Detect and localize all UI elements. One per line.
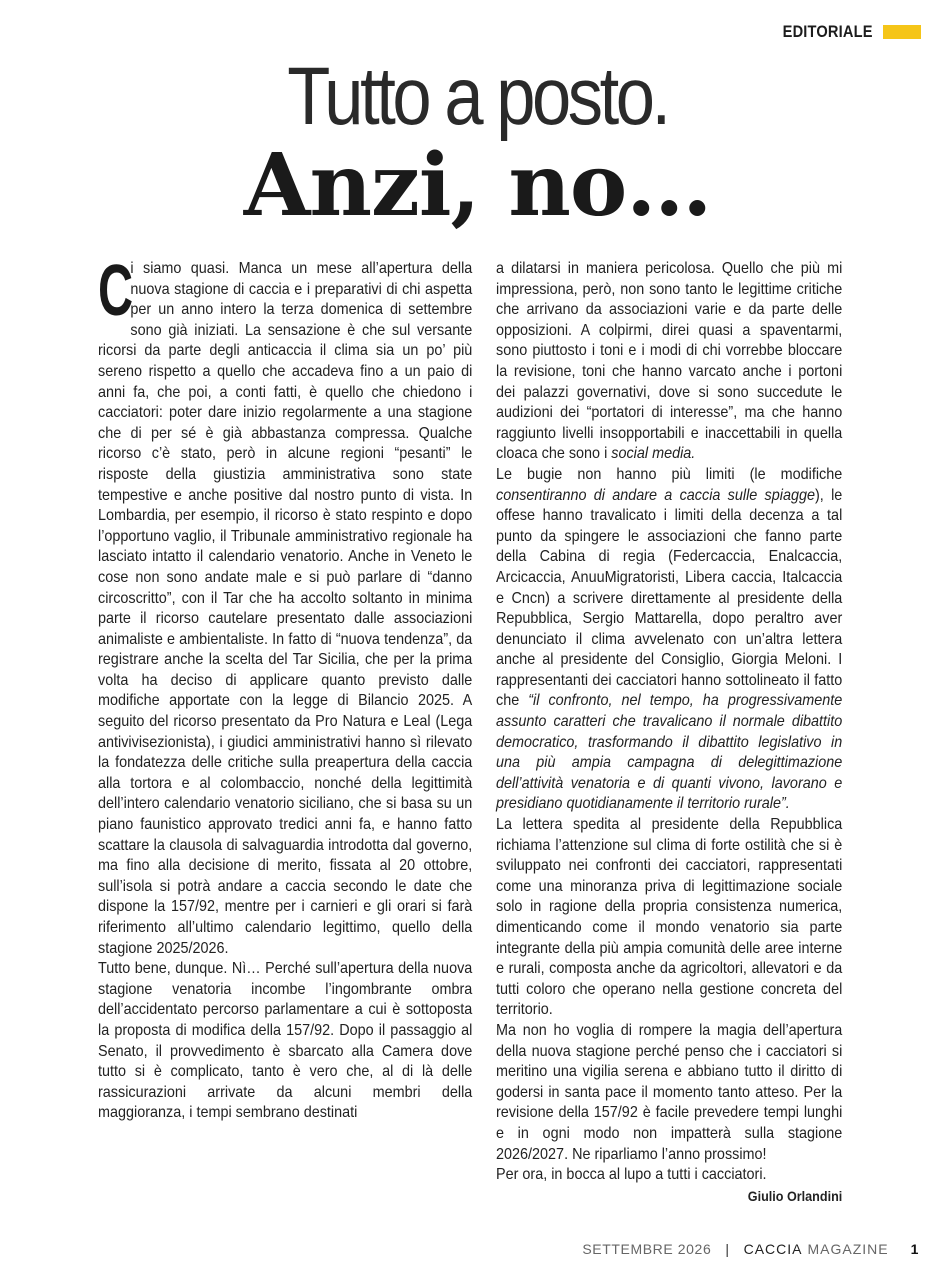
paragraph-4-text-a: Le bugie non hanno più limiti (le modifiche — [496, 465, 843, 483]
paragraph-6: Ma non ho voglia di rompere la magia dell’apertura della nuova stagione perché penso che i cacciatori si meritino una vigilia serena e abbiano tutto il diritto di godersi in santa pace il momento tanto atteso. Per la revisione della 157/92 è facile prevedere tempi lunghi e in ogni modo non impatterà sulla stagione 2026/2027. Ne riparliamo l’anno prossimo! — [496, 1021, 843, 1163]
section-accent-bar — [883, 25, 921, 39]
headline-line-1: Tutto a posto. — [287, 51, 668, 142]
paragraph-1 — [98, 251, 473, 959]
drop-cap: C — [98, 251, 134, 331]
paragraph-4-text-b: ), le offese hanno travalicato i limiti della decenza a tal punto da spingere le associazioni che fanno parte della Cabina di regia (Federcaccia, Enalcaccia, Arcicaccia, AnuuMigratoristi, Libera caccia, Italcaccia e Cncn) a scrivere direttamente al presidente della Repubblica, Sergio Mattarella, dopo peraltro aver denunciato il clima avvelenato con un’altra lettera anche al presidente del Consiglio, Giorgia Meloni. I rappresentanti dei cacciatori hanno sottolineato il fatto che — [496, 486, 843, 710]
section-tag — [768, 22, 921, 42]
paragraph-3-text: a dilatarsi in maniera pericolosa. Quello che più mi impressiona, però, non sono tanto le legittime critiche che arrivano da associazioni varie e da parte delle opposizioni. A colpirmi, direi quasi a spaventarmi, sono piuttosto i toni e i modi di chi vorrebbe bloccare la revisione, toni che hanno varcato anche i portoni dei palazzi governativi, dove si sono succedute le audizioni dei “portatori di interesse”, ma che hanno raggiunto livelli insopportabili e inaccettabili in quella cloaca che sono i — [496, 260, 843, 463]
paragraph-2: Tutto bene, dunque. Nì… Perché sull’apertura della nuova stagione venatoria incombe l’ingombrante ombra dell’accidentato percorso parlamentare a cui è sottoposta la proposta di modifica della 157/92. Dopo il passaggio al Senato, il provvedimento è sbarcato alla Camera dove tutto si è complicato, tanto è vero che, al di là delle rassicurazioni arrivate da alcuni membri della maggioranza, i tempi sembrano destinati — [98, 960, 473, 1122]
paragraph-3-italic: social media. — [611, 445, 696, 463]
headline-line-2: Anzi, no… — [243, 135, 712, 236]
paragraph-4 — [496, 465, 842, 815]
article-column-right — [496, 259, 842, 1206]
paragraph-3 — [496, 259, 842, 465]
paragraph-5: La lettera spedita al presidente della Repubblica richiama l’attenzione sul clima di forte ostilità che si è sviluppato nei confronti dei cacciatori, rappresentati come una minoranza priva di legittimazione sociale solo in ragione della propria consistenza numerica, dimenticando come il mondo venatorio sia parte integrante della più ampia comunità delle aree interne e rurali, composta anche da agricoltori, allevatori e da tutti coloro che operano nella gestione concreta del territorio. — [496, 816, 843, 1019]
paragraph-4-italic: consentiranno di andare a caccia sulle spiagge — [496, 486, 816, 504]
footer-brand: CACCIA — [743, 1241, 803, 1257]
paragraph-4-quote: “il confronto, nel tempo, ha progressivamente assunto caratteri che travalicano il normale dibattito democratico, trasformando il dibattito legislativo in una più ampia campagna di delegittimazione dell’attività venatoria e di quanti vivono, lavorano e presidiano quotidianamente il territorio rurale”. — [496, 692, 843, 813]
paragraph-1-text: i siamo quasi. Manca un mese all’apertura della nuova stagione di caccia e i preparativi di chi aspetta per un anno intero la terza domenica di settembre sono già iniziati. La sensazione è che sul versante ricorsi da parte degli anticaccia il clima sia un po’ più sereno rispetto a quello che accadeva fino a un paio di anni fa, che poi, a conti fatti, è quello che chiedono i cacciatori: poter dare inizio regolarmente a una stagione che di per sé è già abbastanza compressa. Qualche ricorso c’è stato, però in alcune regioni “pesanti” le risposte della giustizia amministrativa sono state tempestive e anche positive dal nostro punto di vista. In Lombardia, per esempio, il ricorso è stato respinto e dopo l’opportuno vaglio, il Tribunale amministrativo regionale ha lasciato intatto il calendario venatorio. Anche in Veneto le cose non sono andate male e si può parlare di “danno circoscritto”, con il Tar che ha accolto soltanto in minima parte il ricorso cautelare presentato dalle associazioni animaliste e ambientaliste. In fatto di “nuova tendenza”, da registrare anche la scelta del Tar Sicilia, che per la prima volta ha deciso di applicare quanto previsto dalle modifiche apportate con la legge di Bilancio 2025. A seguito del ricorso presentato da Pro Natura e Leal (Lega antivivisezionista), i giudici amministrativi hanno sì rilevato la fondatezza delle critiche sulla preapertura della caccia alla tortora e al colombaccio, nonché della legittimità dell’intero calendario venatorio siciliano, che si basa su un piano faunistico approvato tredici anni fa, e hanno fatto scattare la clausola di salvaguardia introdotta dal governo, ma fino alla decisione di merito, fissata al 20 ottobre, sull’isola si potrà andare a caccia secondo le date che dispone la 157/92, mentre per i carnieri e gli orari si farà riferimento all’ultimo calendario legittimo, quello della stagione 2025/2026. — [98, 260, 473, 957]
footer-brand-suffix: MAGAZINE — [807, 1241, 889, 1257]
paragraph-7: Per ora, in bocca al lupo a tutti i cacciatori. — [496, 1166, 767, 1184]
author-signature: Giulio Orlandini — [747, 1187, 843, 1204]
article-column-left — [98, 251, 473, 1124]
footer-separator: | — [725, 1241, 730, 1257]
footer-date: SETTEMBRE 2026 — [582, 1241, 712, 1257]
page-footer — [582, 1241, 919, 1257]
page-number: 1 — [910, 1241, 919, 1257]
section-label: EDITORIALE — [783, 22, 873, 41]
